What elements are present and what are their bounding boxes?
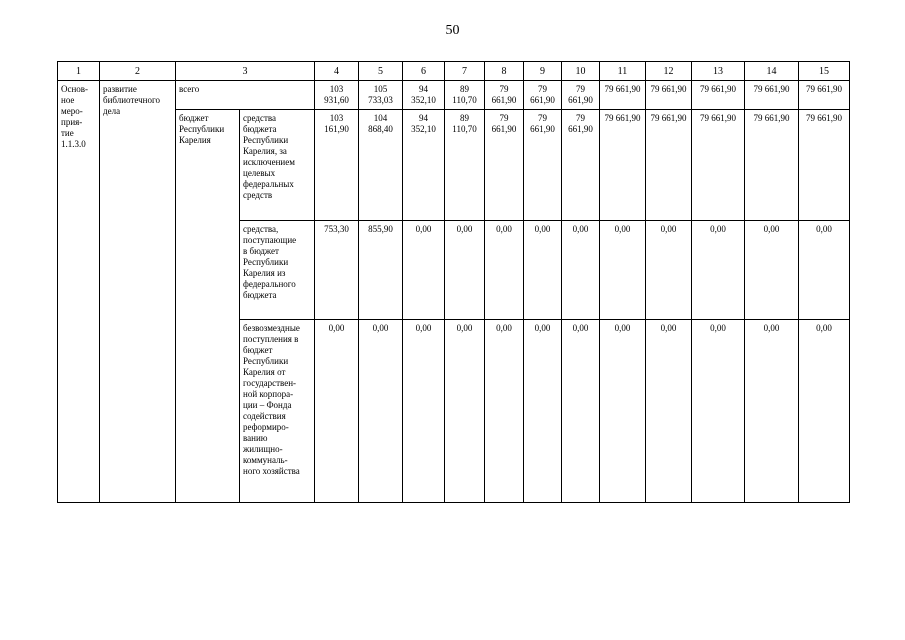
header-cell: 3 bbox=[176, 62, 315, 81]
value-cell: 79 661,90 bbox=[485, 110, 524, 221]
value-cell: 79 661,90 bbox=[745, 110, 799, 221]
value-cell: 79 661,90 bbox=[799, 110, 850, 221]
header-cell: 12 bbox=[646, 62, 692, 81]
row-label: средства, поступающие в бюджет Республики Карелия из федерального бюджета bbox=[240, 221, 315, 320]
value-cell: 0,00 bbox=[403, 221, 445, 320]
row-label: средства бюджета Республики Карелия, за исключением целевых федеральных средств bbox=[240, 110, 315, 221]
value-cell: 0,00 bbox=[485, 221, 524, 320]
header-cell: 7 bbox=[445, 62, 485, 81]
activity-code: Основ- ное меро- прия- тие 1.1.3.0 bbox=[58, 81, 100, 503]
value-cell: 0,00 bbox=[646, 320, 692, 503]
header-cell: 15 bbox=[799, 62, 850, 81]
value-cell: 0,00 bbox=[600, 221, 646, 320]
value-cell: 0,00 bbox=[524, 320, 562, 503]
value-cell: 104 868,40 bbox=[359, 110, 403, 221]
value-cell: 0,00 bbox=[445, 320, 485, 503]
value-cell: 0,00 bbox=[403, 320, 445, 503]
table-row bbox=[58, 81, 850, 110]
value-cell: 0,00 bbox=[562, 221, 600, 320]
header-cell: 9 bbox=[524, 62, 562, 81]
header-cell: 4 bbox=[315, 62, 359, 81]
value-cell: 0,00 bbox=[315, 320, 359, 503]
value-cell: 105 733,03 bbox=[359, 81, 403, 110]
value-cell: 79 661,90 bbox=[799, 81, 850, 110]
value-cell: 94 352,10 bbox=[403, 81, 445, 110]
value-cell: 79 661,90 bbox=[745, 81, 799, 110]
activity-name: развитие библиотечного дела bbox=[100, 81, 176, 503]
value-cell: 79 661,90 bbox=[692, 81, 745, 110]
header-cell: 13 bbox=[692, 62, 745, 81]
budget-table bbox=[57, 61, 850, 503]
value-cell: 79 661,90 bbox=[600, 81, 646, 110]
header-cell: 10 bbox=[562, 62, 600, 81]
value-cell: 855,90 bbox=[359, 221, 403, 320]
header-row bbox=[58, 62, 850, 81]
header-cell: 8 bbox=[485, 62, 524, 81]
value-cell: 94 352,10 bbox=[403, 110, 445, 221]
value-cell: 0,00 bbox=[562, 320, 600, 503]
value-cell: 0,00 bbox=[600, 320, 646, 503]
value-cell: 0,00 bbox=[485, 320, 524, 503]
value-cell: 89 110,70 bbox=[445, 81, 485, 110]
value-cell: 0,00 bbox=[359, 320, 403, 503]
value-cell: 0,00 bbox=[524, 221, 562, 320]
value-cell: 0,00 bbox=[445, 221, 485, 320]
value-cell: 0,00 bbox=[745, 320, 799, 503]
source-group: бюджет Республики Карелия bbox=[176, 110, 240, 503]
value-cell: 79 661,90 bbox=[485, 81, 524, 110]
value-cell: 79 661,90 bbox=[524, 110, 562, 221]
value-cell: 0,00 bbox=[646, 221, 692, 320]
row-label: всего bbox=[176, 81, 315, 110]
value-cell: 0,00 bbox=[692, 221, 745, 320]
value-cell: 79 661,90 bbox=[692, 110, 745, 221]
value-cell: 0,00 bbox=[799, 221, 850, 320]
header-cell: 2 bbox=[100, 62, 176, 81]
value-cell: 103 931,60 bbox=[315, 81, 359, 110]
header-cell: 11 bbox=[600, 62, 646, 81]
value-cell: 0,00 bbox=[745, 221, 799, 320]
value-cell: 103 161,90 bbox=[315, 110, 359, 221]
header-cell: 6 bbox=[403, 62, 445, 81]
value-cell: 79 661,90 bbox=[646, 110, 692, 221]
header-cell: 1 bbox=[58, 62, 100, 81]
value-cell: 753,30 bbox=[315, 221, 359, 320]
value-cell: 89 110,70 bbox=[445, 110, 485, 221]
value-cell: 0,00 bbox=[799, 320, 850, 503]
page-number: 50 bbox=[445, 23, 460, 38]
header-cell: 5 bbox=[359, 62, 403, 81]
value-cell: 79 661,90 bbox=[600, 110, 646, 221]
table-row bbox=[58, 110, 850, 221]
value-cell: 79 661,90 bbox=[646, 81, 692, 110]
value-cell: 0,00 bbox=[692, 320, 745, 503]
value-cell: 79 661,90 bbox=[562, 110, 600, 221]
row-label: безвозмездные поступления в бюджет Республики Карелия от государствен- ной корпора- ции – Фонда содействия реформиро- ванию жилищно- коммуналь- ного хозяйства bbox=[240, 320, 315, 503]
value-cell: 79 661,90 bbox=[524, 81, 562, 110]
value-cell: 79 661,90 bbox=[562, 81, 600, 110]
header-cell: 14 bbox=[745, 62, 799, 81]
